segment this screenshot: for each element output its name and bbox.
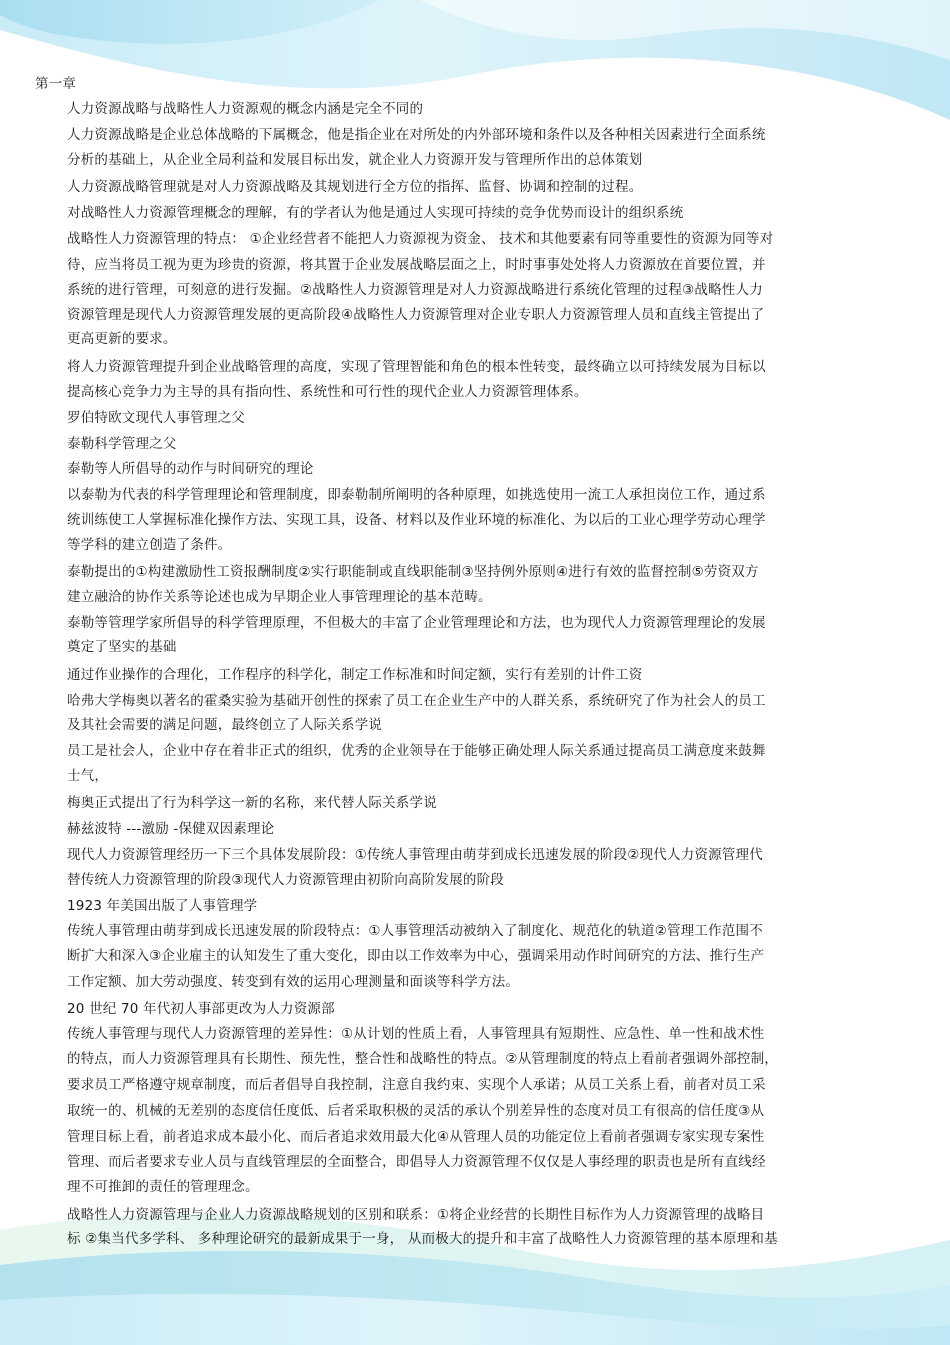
text-line: 理不可推卸的责任的管理理念。 (67, 1179, 259, 1195)
chapter-title: 第一章 (35, 76, 77, 92)
text-line: 传统人事管理由萌芽到成长迅速发展的阶段特点：①人事管理活动被纳入了制度化、规范化的轨道②管理工作范围不 (67, 923, 763, 939)
text-line: 通过作业操作的合理化，工作程序的科学化，制定工作标准和时间定额，实行有差别的计件工资 (67, 667, 643, 683)
text-line: 要求员工严格遵守规章制度，而后者倡导自我控制，注意自我约束、实现个人承诺；从员工关系上看，前者对员工采 (67, 1077, 766, 1093)
text-line: 20 世纪 70 年代初人事部更改为人力资源部 (67, 1001, 335, 1017)
text-line: 哈弗大学梅奥以著名的霍桑实验为基础开创性的探索了员工在企业生产中的人群关系，系统研究了作为社会人的员工 (67, 693, 766, 709)
text-line: 系统的进行管理，可刻意的进行发掘。②战略性人力资源管理是对人力资源战略进行系统化管理的过程③战略性人力 (67, 282, 763, 298)
text-line: 对战略性人力资源管理概念的理解，有的学者认为他是通过人实现可持续的竞争优势而设计的组织系统 (67, 205, 684, 221)
text-line: 的特点，而人力资源管理具有长期性、预先性，整合性和战略性的特点。②从管理制度的特点上看前者强调外部控制， (67, 1051, 779, 1067)
text-line: 管理、而后者要求专业人员与直线管理层的全面整合，即倡导人力资源管理不仅仅是人事经理的职责也是所有直线经 (67, 1154, 766, 1170)
text-line: 将人力资源管理提升到企业战略管理的高度，实现了管理智能和角色的根本性转变，最终确立以可持续发展为目标以 (67, 359, 766, 375)
text-line: 赫兹波特 ---激励 -保健双因素理论 (67, 821, 275, 837)
text-line: 更高更新的要求。 (67, 331, 177, 347)
text-line: 及其社会需要的满足问题，最终创立了人际关系学说 (67, 717, 383, 733)
text-line: 泰勒等管理学家所倡导的科学管理原理，不但极大的丰富了企业管理理论和方法，也为现代人力资源管理理论的发展 (67, 615, 766, 631)
text-line: 人力资源战略管理就是对人力资源战略及其规划进行全方位的指挥、监督、协调和控制的过程。 (67, 179, 643, 195)
text-line: 分析的基础上，从企业全局利益和发展目标出发，就企业人力资源开发与管理所作出的总体策划 (67, 152, 643, 168)
text-line: 统训练使工人掌握标准化操作方法、实现工具，设备、材料以及作业环境的标准化、为以后的工业心理学劳动心理学 (67, 512, 766, 528)
text-line: 罗伯特欧文现代人事管理之父 (67, 410, 246, 426)
text-line: 人力资源战略是企业总体战略的下属概念，他是指企业在对所处的内外部环境和条件以及各种相关因素进行全面系统 (67, 127, 766, 143)
text-line: 现代人力资源管理经历一下三个具体发展阶段：①传统人事管理由萌芽到成长迅速发展的阶段②现代人力资源管理代 (67, 847, 763, 863)
text-line: 替传统人力资源管理的阶段③现代人力资源管理由初阶向高阶发展的阶段 (67, 872, 505, 888)
text-line: 取统一的、机械的无差别的态度信任度低、后者采取积极的灵活的承认个别差异性的态度对员工有很高的信任度③从 (67, 1103, 765, 1119)
text-line: 梅奥正式提出了行为科学这一新的名称，来代替人际关系学说 (67, 795, 437, 811)
text-line: 工作定额、加大劳动强度、转变到有效的运用心理测量和面谈等科学方法。 (67, 974, 520, 990)
text-line: 泰勒等人所倡导的动作与时间研究的理论 (67, 461, 314, 477)
text-line: 管理目标上看，前者追求成本最小化、而后者追求效用最大化④从管理人员的功能定位上看前者强调专家实现专案性 (67, 1129, 765, 1145)
text-line: 战略性人力资源管理的特点： ①企业经营者不能把人力资源视为资金、 技术和其他要素有同等重要性的资源为同等对 (67, 231, 774, 247)
text-line: 待，应当将员工视为更为珍贵的资源，将其置于企业发展战略层面之上，时时事事处处将人力资源放在首要位置，并 (67, 257, 766, 273)
text-line: 士气， (67, 768, 109, 784)
text-line: 奠定了坚实的基础 (67, 639, 177, 655)
text-line: 标 ②集当代多学科、 多种理论研究的最新成果于一身， 从而极大的提升和丰富了战略性人力资源管理的基本原理和基 (67, 1231, 778, 1247)
text-line: 以泰勒为代表的科学管理理论和管理制度，即泰勒制所阐明的各种原理，如挑选使用一流工人承担岗位工作，通过系 (67, 487, 766, 503)
text-line: 人力资源战略与战略性人力资源观的概念内涵是完全不同的 (67, 101, 424, 117)
text-line: 1923 年美国出版了人事管理学 (67, 898, 258, 914)
text-line: 泰勒科学管理之父 (67, 436, 177, 452)
text-line: 断扩大和深入③企业雇主的认知发生了重大变化，即由以工作效率为中心，强调采用动作时间研究的方法、推行生产 (67, 948, 765, 964)
text-line: 泰勒提出的①构建激励性工资报酬制度②实行职能制或直线职能制③坚持例外原则④进行有效的监督控制⑤劳资双方 (67, 564, 759, 580)
text-line: 资源管理是现代人力资源管理发展的更高阶段④战略性人力资源管理对企业专职人力资源管理人员和直线主管提出了 (67, 307, 765, 323)
text-line: 建立融洽的协作关系等论述也成为早期企业人事管理理论的基本范畴。 (67, 589, 492, 605)
text-line: 传统人事管理与现代人力资源管理的差异性：①从计划的性质上看，人事管理具有短期性、应急性、单一性和战术性 (67, 1026, 765, 1042)
text-line: 战略性人力资源管理与企业人力资源战略规划的区别和联系：①将企业经营的长期性目标作为人力资源管理的战略目 (67, 1207, 765, 1223)
text-line: 提高核心竞争力为主导的具有指向性、系统性和可行性的现代企业人力资源管理体系。 (67, 384, 588, 400)
text-line: 等学科的建立创造了条件。 (67, 537, 232, 553)
text-line: 员工是社会人，企业中存在着非正式的组织，优秀的企业领导在于能够正确处理人际关系通过提高员工满意度来鼓舞 (67, 743, 766, 759)
